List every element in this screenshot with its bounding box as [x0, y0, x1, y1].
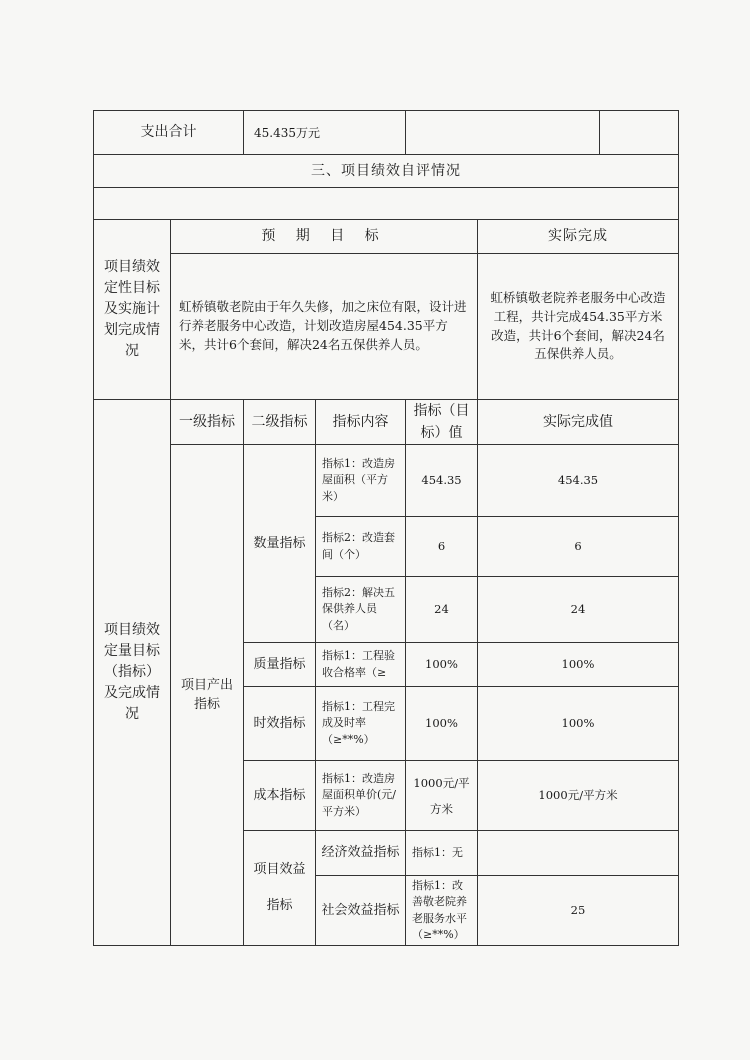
level2-cost: 成本指标 [244, 761, 316, 831]
indicator-content: 指标1：工程验收合格率（≥ [316, 643, 406, 687]
summary-label: 支出合计 [94, 111, 244, 155]
actual-header: 实际完成 [478, 220, 679, 254]
indicator-content: 指标2：解决五保供养人员（名） [316, 577, 406, 643]
indicator-target: 6 [406, 517, 478, 577]
qualitative-label: 项目绩效定性目标及实施计划完成情况 [94, 220, 171, 400]
level2-economic: 经济效益指标 [316, 831, 406, 876]
blank-row [94, 188, 679, 220]
table-row [94, 445, 679, 517]
indicator-content: 指标2：改造套间（个） [316, 517, 406, 577]
header-level1: 一级指标 [171, 400, 244, 445]
indicator-actual: 24 [478, 577, 679, 643]
indicator-target: 454.35 [406, 445, 478, 517]
expected-header: 预 期 目 标 [171, 220, 478, 254]
indicator-content: 指标1：工程完成及时率（≥**%） [316, 687, 406, 761]
indicator-actual: 100% [478, 687, 679, 761]
indicator-actual: 6 [478, 517, 679, 577]
actual-text: 虹桥镇敬老院养老服务中心改造工程，共计完成454.35平方米改造，共计6个套间，解决24名五保供养人员。 [478, 254, 679, 400]
indicator-target: 24 [406, 577, 478, 643]
indicator-actual: 100% [478, 643, 679, 687]
indicator-target: 100% [406, 643, 478, 687]
indicator-content: 指标1：无 [406, 831, 478, 876]
indicator-actual: 1000元/平方米 [478, 761, 679, 831]
level2-quantity: 数量指标 [244, 445, 316, 643]
level2-timeliness: 时效指标 [244, 687, 316, 761]
quantitative-label: 项目绩效定量目标（指标）及完成情况 [94, 400, 171, 946]
header-level2: 二级指标 [244, 400, 316, 445]
indicator-content: 指标1：改造房屋面积单价(元/平方米） [316, 761, 406, 831]
benefit-label: 项目效益指标 [244, 831, 316, 946]
performance-table [93, 110, 679, 946]
header-target: 指标（目标）值 [406, 400, 478, 445]
output-label: 项目产出指标 [171, 445, 244, 946]
indicator-target [478, 831, 679, 876]
summary-amount: 45.435万元 [244, 111, 406, 155]
header-content: 指标内容 [316, 400, 406, 445]
indicator-target: 25 [478, 876, 679, 946]
summary-row [94, 111, 679, 155]
indicator-target: 1000元/平方米 [406, 761, 478, 831]
level2-social: 社会效益指标 [316, 876, 406, 946]
indicator-content: 指标1：改造房屋面积（平方米） [316, 445, 406, 517]
section-title: 三、项目绩效自评情况 [94, 155, 679, 188]
summary-blank [406, 111, 679, 155]
header-actual: 实际完成值 [478, 400, 679, 445]
expected-text: 虹桥镇敬老院由于年久失修，加之床位有限，设计进行养老服务中心改造，计划改造房屋454.35平方米，共计6个套间，解决24名五保供养人员。 [171, 254, 478, 400]
indicator-actual: 454.35 [478, 445, 679, 517]
indicator-target: 100% [406, 687, 478, 761]
indicator-content: 指标1：改善敬老院养老服务水平（≥**%） [406, 876, 478, 946]
level2-quality: 质量指标 [244, 643, 316, 687]
